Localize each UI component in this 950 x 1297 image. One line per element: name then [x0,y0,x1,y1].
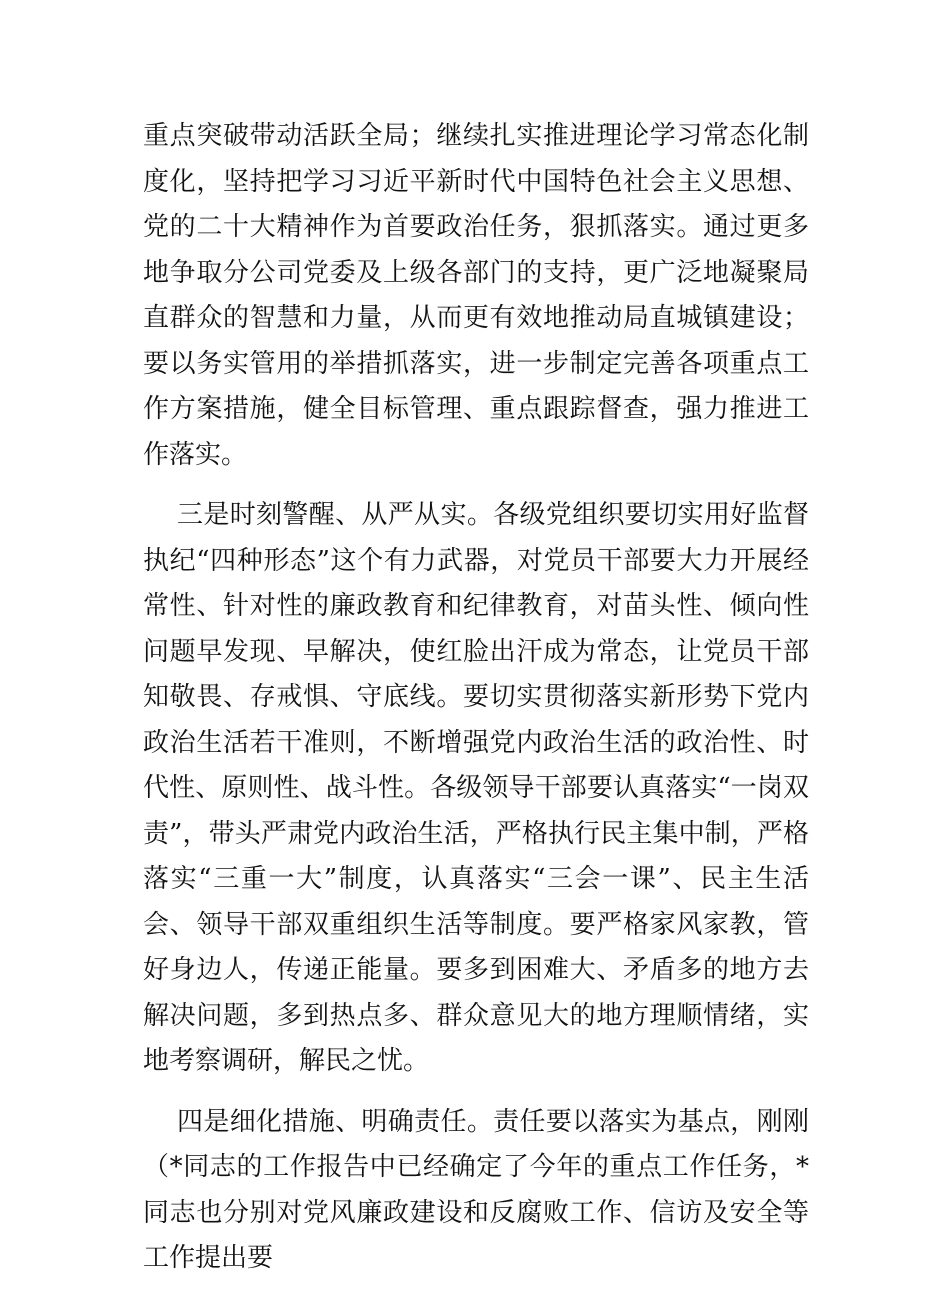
document-page [143,114,809,1297]
paragraph-point-three: 三是时刻警醒、从严从实。各级党组织要切实用好监督执纪“四种形态”这个有力武器，对党员干部要大力开展经常性、针对性的廉政教育和纪律教育，对苗头性、倾向性问题早发现、早解决，使红脸出汗成为常态，让党员干部知敬畏、存戒惧、守底线。要切实贯彻落实新形势下党内政治生活若干准则，不断增强党内政治生活的政治性、时代性、原则性、战斗性。各级领导干部要认真落实“一岗双责”，带头严肃党内政治生活，严格执行民主集中制，严格落实“三重一大”制度，认真落实“三会一课”、民主生活会、领导干部双重组织生活等制度。要严格家风家教，管好身边人，传递正能量。要多到困难大、矛盾多的地方去解决问题，多到热点多、群众意见大的地方理顺情绪，实地考察调研，解民之忧。 [143,500,809,1076]
paragraph-point-four: 四是细化措施、明确责任。责任要以落实为基点，刚刚（*同志的工作报告中已经确定了今年的重点工作任务，*同志也分别对党风廉政建设和反腐败工作、信访及安全等工作提出要 [143,1106,809,1273]
paragraph-continuation: 重点突破带动活跃全局；继续扎实推进理论学习常态化制度化，坚持把学习习近平新时代中国特色社会主义思想、党的二十大精神作为首要政治任务，狠抓落实。通过更多地争取分公司党委及上级各部门的支持，更广泛地凝聚局直群众的智慧和力量，从而更有效地推动局直城镇建设；要以务实管用的举措抓落实，进一步制定完善各项重点工作方案措施，健全目标管理、重点跟踪督查，强力推进工作落实。 [143,121,809,470]
